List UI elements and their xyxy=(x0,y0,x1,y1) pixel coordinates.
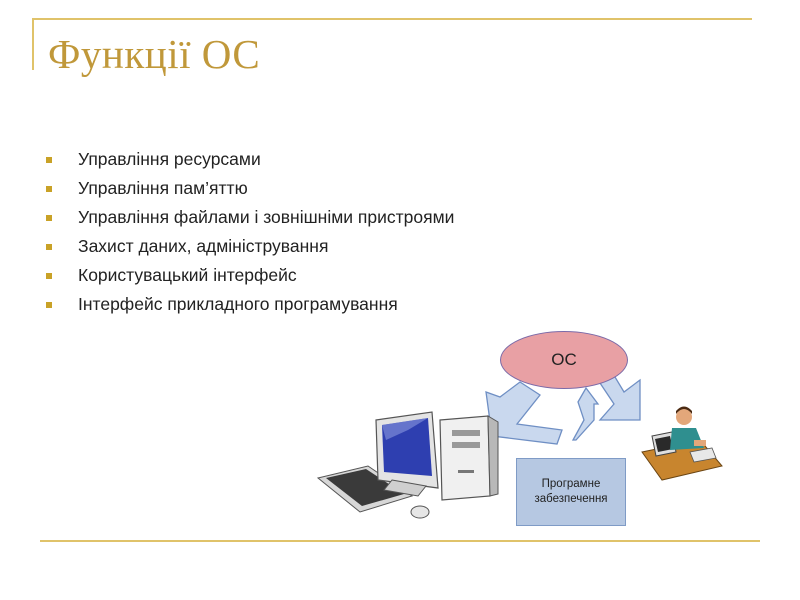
bullet-text: Користувацький інтерфейс xyxy=(78,265,297,285)
software-node xyxy=(516,458,626,526)
bullet-text: Захист даних, адміністрування xyxy=(78,236,329,256)
software-label-line2: забезпечення xyxy=(534,493,608,505)
os-node xyxy=(500,331,628,389)
os-label: ОС xyxy=(551,350,577,369)
software-label-line1: Програмне xyxy=(541,478,601,490)
bullet-text: Інтерфейс прикладного програмування xyxy=(78,294,398,314)
bullet-text: Управління ресурсами xyxy=(78,149,261,169)
arrow-icon xyxy=(573,388,598,440)
computer-icon xyxy=(318,412,498,518)
user-at-desk-icon xyxy=(642,407,722,481)
bullet-text: Управління файлами і зовнішніми пристроями xyxy=(78,207,455,227)
bullet-text: Управління пам’яттю xyxy=(78,178,248,198)
slide-title: Функції ОС xyxy=(48,31,261,77)
